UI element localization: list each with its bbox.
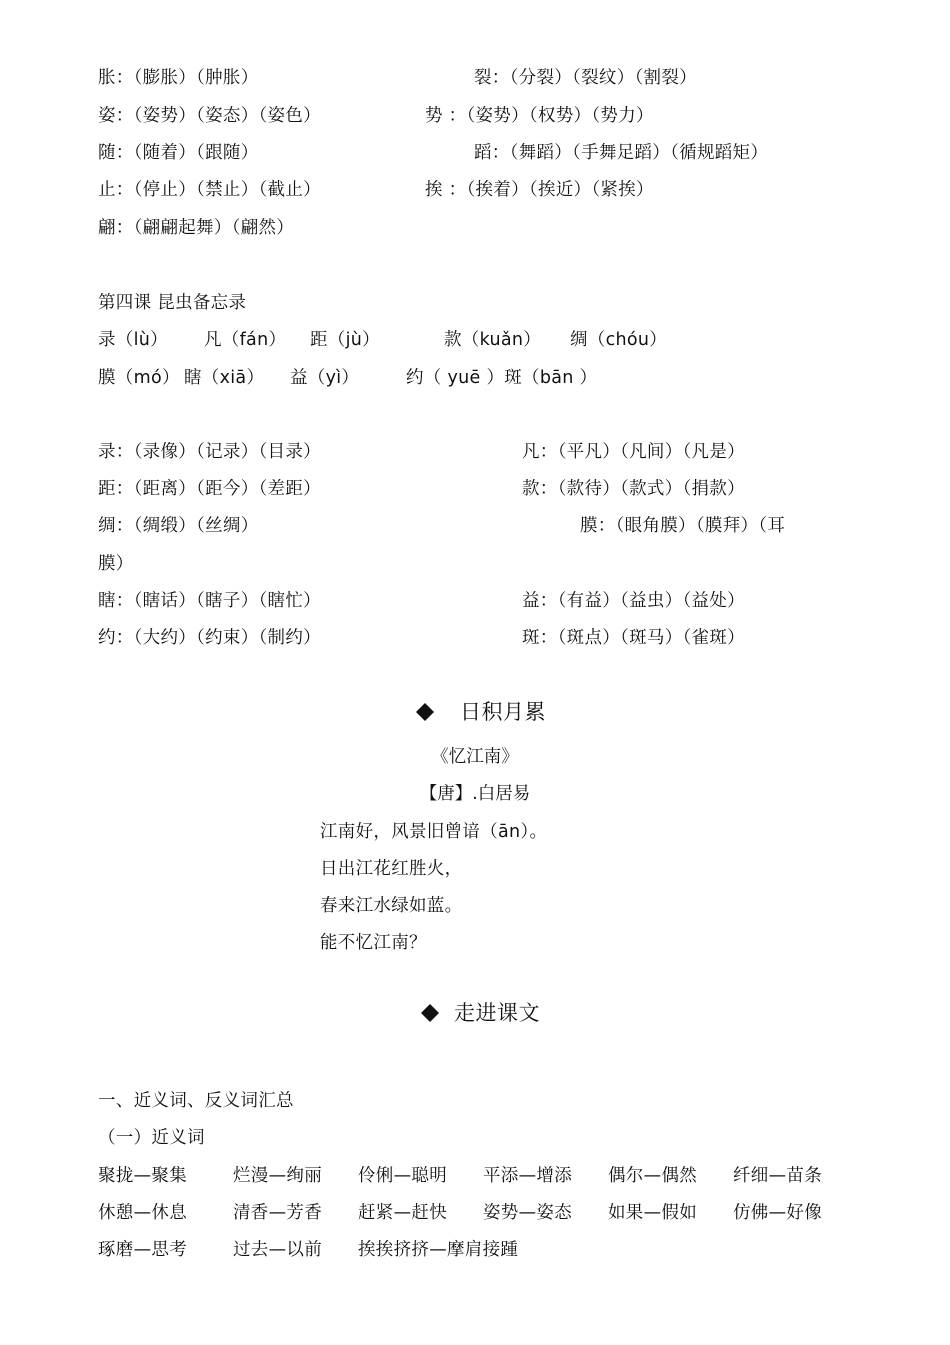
synonym-pair: 挨挨挤挤—摩肩接踵	[358, 1240, 519, 1260]
entry-mo-cont: 膜）	[98, 554, 134, 574]
pinyin-item: 绸（chóu）	[570, 330, 668, 350]
entry-ju: 距：（距离）（距今）（差距）	[98, 479, 321, 499]
entry-kuan: 款：（款待）（款式）（捐款）	[522, 479, 745, 499]
synonym-pair: 纤细—苗条	[733, 1166, 822, 1186]
section-heading-daily: 日积月累	[460, 700, 546, 724]
synonym-pair: 聚拢—聚集	[98, 1166, 187, 1186]
pinyin-item: 款（kuǎn）	[444, 330, 542, 350]
pinyin-item: 益（yì）	[290, 368, 360, 388]
pinyin-item: 录（lù）	[98, 330, 168, 350]
synonym-pair: 琢磨—思考	[98, 1240, 187, 1260]
pinyin-item: 瞎（xiā）	[184, 368, 265, 388]
poem-line: 江南好，风景旧曾谙（ān）。	[320, 822, 548, 842]
synonym-pair: 休憩—休息	[98, 1203, 187, 1223]
diamond-bullet-icon	[415, 700, 435, 724]
section-heading-text: 走进课文	[454, 1001, 540, 1025]
entry-fan: 凡：（平凡）（凡间）（凡是）	[522, 442, 745, 462]
subheading: 一、近义词、反义词汇总	[98, 1091, 294, 1111]
entry-zhang: 胀：（膨胀）（肿胀）	[98, 68, 259, 88]
synonym-pair: 过去—以前	[233, 1240, 322, 1260]
poem-line: 日出江花红胜火，	[320, 859, 463, 879]
synonym-pair: 仿佛—好像	[733, 1203, 822, 1223]
poem-title: 《忆江南》	[431, 747, 519, 767]
synonym-pair: 姿势—姿态	[483, 1203, 572, 1223]
pinyin-item: 膜（mó）	[98, 368, 180, 388]
entry-ai: 挨 ：（挨着）（挨近）（紧挨）	[425, 180, 654, 200]
synonym-pair: 如果—假如	[608, 1203, 697, 1223]
poem-line: 能不忆江南？	[320, 933, 427, 953]
entry-xia: 瞎：（瞎话）（瞎子）（瞎忙）	[98, 591, 321, 611]
synonym-pair: 清香—芳香	[233, 1203, 322, 1223]
entry-yi: 益：（有益）（益虫）（益处）	[522, 591, 745, 611]
synonym-pair: 偶尔—偶然	[608, 1166, 697, 1186]
subheading: （一）近义词	[98, 1128, 205, 1148]
entry-dao: 蹈：（舞蹈）（手舞足蹈）（循规蹈矩）	[474, 143, 769, 163]
lesson-title: 第四课 昆虫备忘录	[98, 293, 247, 313]
entry-lie: 裂：（分裂）（裂纹）（割裂）	[474, 68, 697, 88]
entry-pian: 翩：（翩翩起舞）（翩然）	[98, 218, 295, 238]
entry-chou: 绸：（绸缎）（丝绸）	[98, 516, 259, 536]
entry-shi: 势 ：（姿势）（权势）（势力）	[425, 106, 654, 126]
entry-zi: 姿：（姿势）（姿态）（姿色）	[98, 106, 321, 126]
synonym-pair: 烂漫—绚丽	[233, 1166, 322, 1186]
entry-sui: 随：（随着）（跟随）	[98, 143, 259, 163]
pinyin-item: 约（ yuē ）斑（bān ）	[406, 368, 598, 388]
poem-author: 【唐】.白居易	[419, 784, 531, 804]
entry-yue: 约：（大约）（约束）（制约）	[98, 628, 321, 648]
entry-ban: 斑：（斑点）（斑马）（雀斑）	[522, 628, 745, 648]
pinyin-item: 凡（fán）	[204, 330, 287, 350]
synonym-pair: 平添—增添	[483, 1166, 572, 1186]
synonym-pair: 伶俐—聪明	[358, 1166, 447, 1186]
diamond-bullet-icon	[420, 1001, 440, 1025]
entry-zhi: 止：（停止）（禁止）（截止）	[98, 180, 321, 200]
poem-line: 春来江水绿如蓝。	[320, 896, 463, 916]
synonym-pair: 赶紧—赶快	[358, 1203, 447, 1223]
entry-lu: 录：（录像）（记录）（目录）	[98, 442, 321, 462]
entry-mo: 膜：（眼角膜）（膜拜）（耳	[580, 516, 786, 536]
pinyin-item: 距（jù）	[310, 330, 380, 350]
